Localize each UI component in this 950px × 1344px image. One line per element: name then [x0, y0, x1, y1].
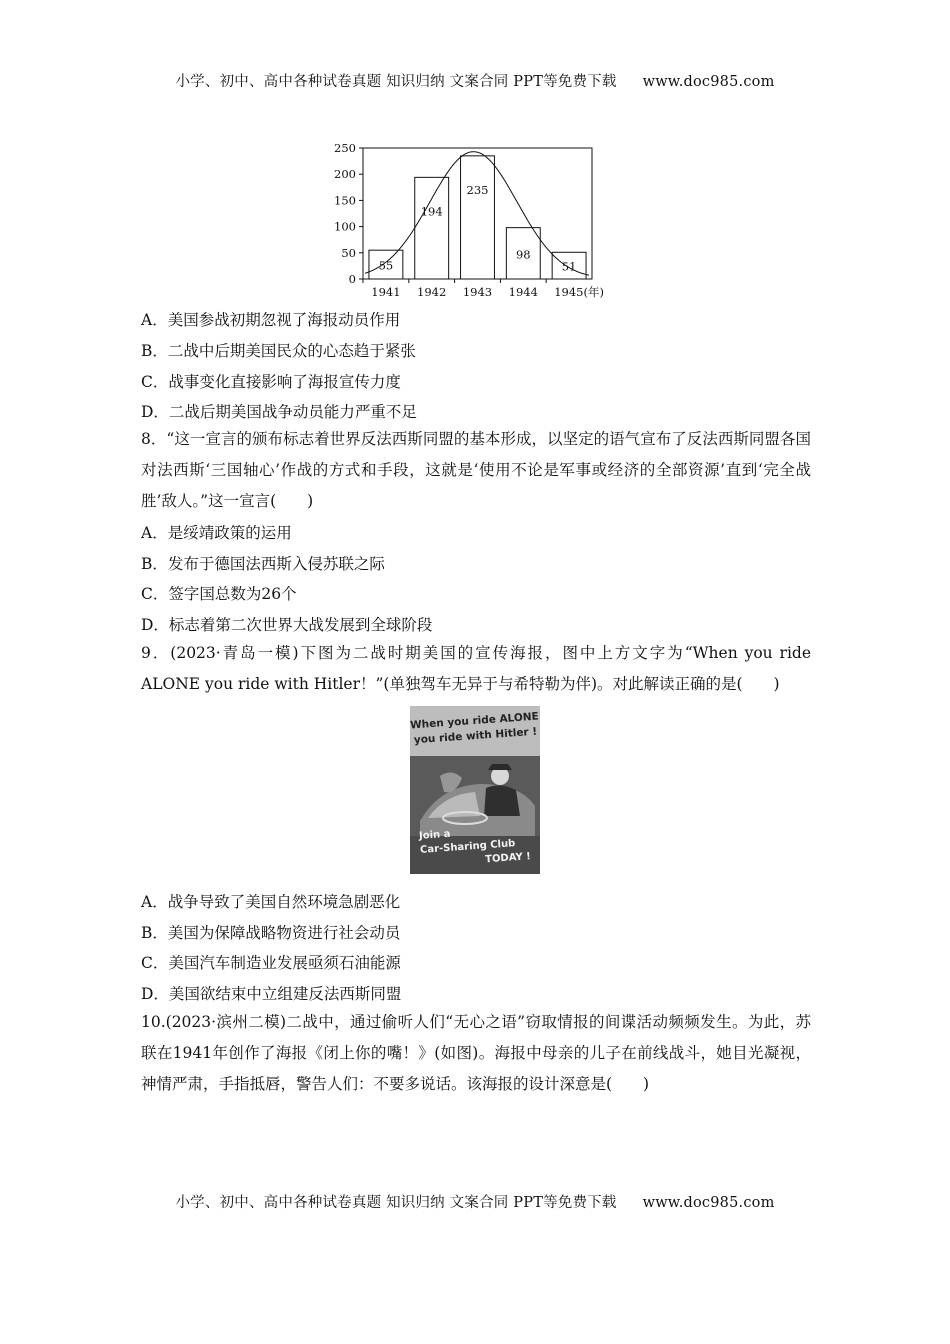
q9-option-a: A．战争导致了美国自然环境急剧恶化 [141, 893, 401, 911]
bar-1943 [461, 156, 495, 279]
footer-url[interactable]: www.doc985.com [642, 1195, 775, 1211]
q9-option-d: D．美国欲结束中立组建反法西斯同盟 [141, 985, 402, 1003]
page-footer [0, 1191, 950, 1212]
q8-option-b: B．发布于德国法西斯入侵苏联之际 [141, 555, 385, 573]
bar-value-label: 194 [420, 204, 443, 219]
x-tick-label: 1943 [462, 285, 493, 299]
y-tick-label: 200 [334, 167, 356, 182]
page-header [0, 70, 950, 91]
x-tick-label: 1944 [508, 285, 538, 299]
poster-cta-line-1: Join a [418, 828, 451, 842]
bar-value-label: 98 [515, 247, 531, 262]
q8-option-d: D．标志着第二次世界大战发展到全球阶段 [141, 616, 433, 634]
q8-option-c: C．签字国总数为26个 [141, 585, 297, 603]
bar-value-label: 51 [561, 259, 577, 274]
x-tick-label: 1942 [417, 285, 447, 299]
q7-option-a: A．美国参战初期忽视了海报动员作用 [141, 311, 401, 329]
y-tick-label: 250 [334, 141, 356, 155]
x-tick-label: 1941 [371, 285, 401, 299]
q7-option-c: C．战事变化直接影响了海报宣传力度 [141, 373, 401, 391]
header-url[interactable]: www.doc985.com [642, 74, 775, 90]
x-tick-label: 1945(年) [554, 285, 604, 299]
footer-text: 小学、初中、高中各种试卷真题 知识归纳 文案合同 PPT等免费下载 [175, 1195, 617, 1211]
chart-bars [369, 156, 586, 279]
q7-option-d: D．二战后期美国战争动员能力严重不足 [141, 403, 417, 421]
q9-option-c: C．美国汽车制造业发展亟须石油能源 [141, 954, 401, 972]
poster-cta-line-2: Car-Sharing Club [419, 838, 516, 856]
q9-option-b: B．美国为保障战略物资进行社会动员 [141, 924, 401, 942]
q9-stem: 9．(2023·青岛一模)下图为二战时期美国的宣传海报，图中上方文字为“When you ride ALONE you ride with Hitler！”(单独驾车无异于与希特勒为伴)。对此解读正确的是( ) [141, 644, 811, 693]
poster-call-to-action [410, 822, 540, 873]
poster-headline-line-1: When you ride ALONE [410, 710, 540, 732]
bar-value-label: 55 [378, 258, 394, 273]
y-tick-label: 100 [334, 219, 356, 234]
poster-headline-line-2: you ride with Hitler ! [413, 725, 538, 747]
bar-value-label: 235 [466, 182, 489, 197]
wartime-poster-image [410, 706, 540, 874]
header-text: 小学、初中、高中各种试卷真题 知识归纳 文案合同 PPT等免费下载 [175, 74, 617, 90]
q8-option-a: A．是绥靖政策的运用 [141, 524, 292, 542]
q7-option-b: B．二战中后期美国民众的心态趋于紧张 [141, 342, 416, 360]
y-tick-label: 0 [348, 272, 356, 286]
y-tick-label: 50 [341, 245, 356, 260]
bar-chart [330, 138, 630, 303]
q8-stem: 8．“这一宣言的颁布标志着世界反法西斯同盟的基本形成，以坚定的语气宣布了反法西斯同盟各国对法西斯‘三国轴心’作战的方式和手段，这就是‘使用不论是军事或经济的全部资源’直到‘完全战胜’敌人。”这一宣言( ) [141, 430, 811, 510]
bar-1942 [415, 177, 449, 279]
q10-stem: 10.(2023·滨州二模)二战中，通过偷听人们“无心之语”窃取情报的间谍活动频频发生。为此，苏联在1941年创作了海报《闭上你的嘴！》(如图)。海报中母亲的儿子在前线战斗，她目光凝视，神情严肃，手指抵唇，警告人们：不要多说话。该海报的设计深意是( ) [141, 1013, 811, 1093]
y-tick-label: 150 [334, 193, 356, 208]
poster-cta-line-3: TODAY ! [484, 851, 532, 866]
